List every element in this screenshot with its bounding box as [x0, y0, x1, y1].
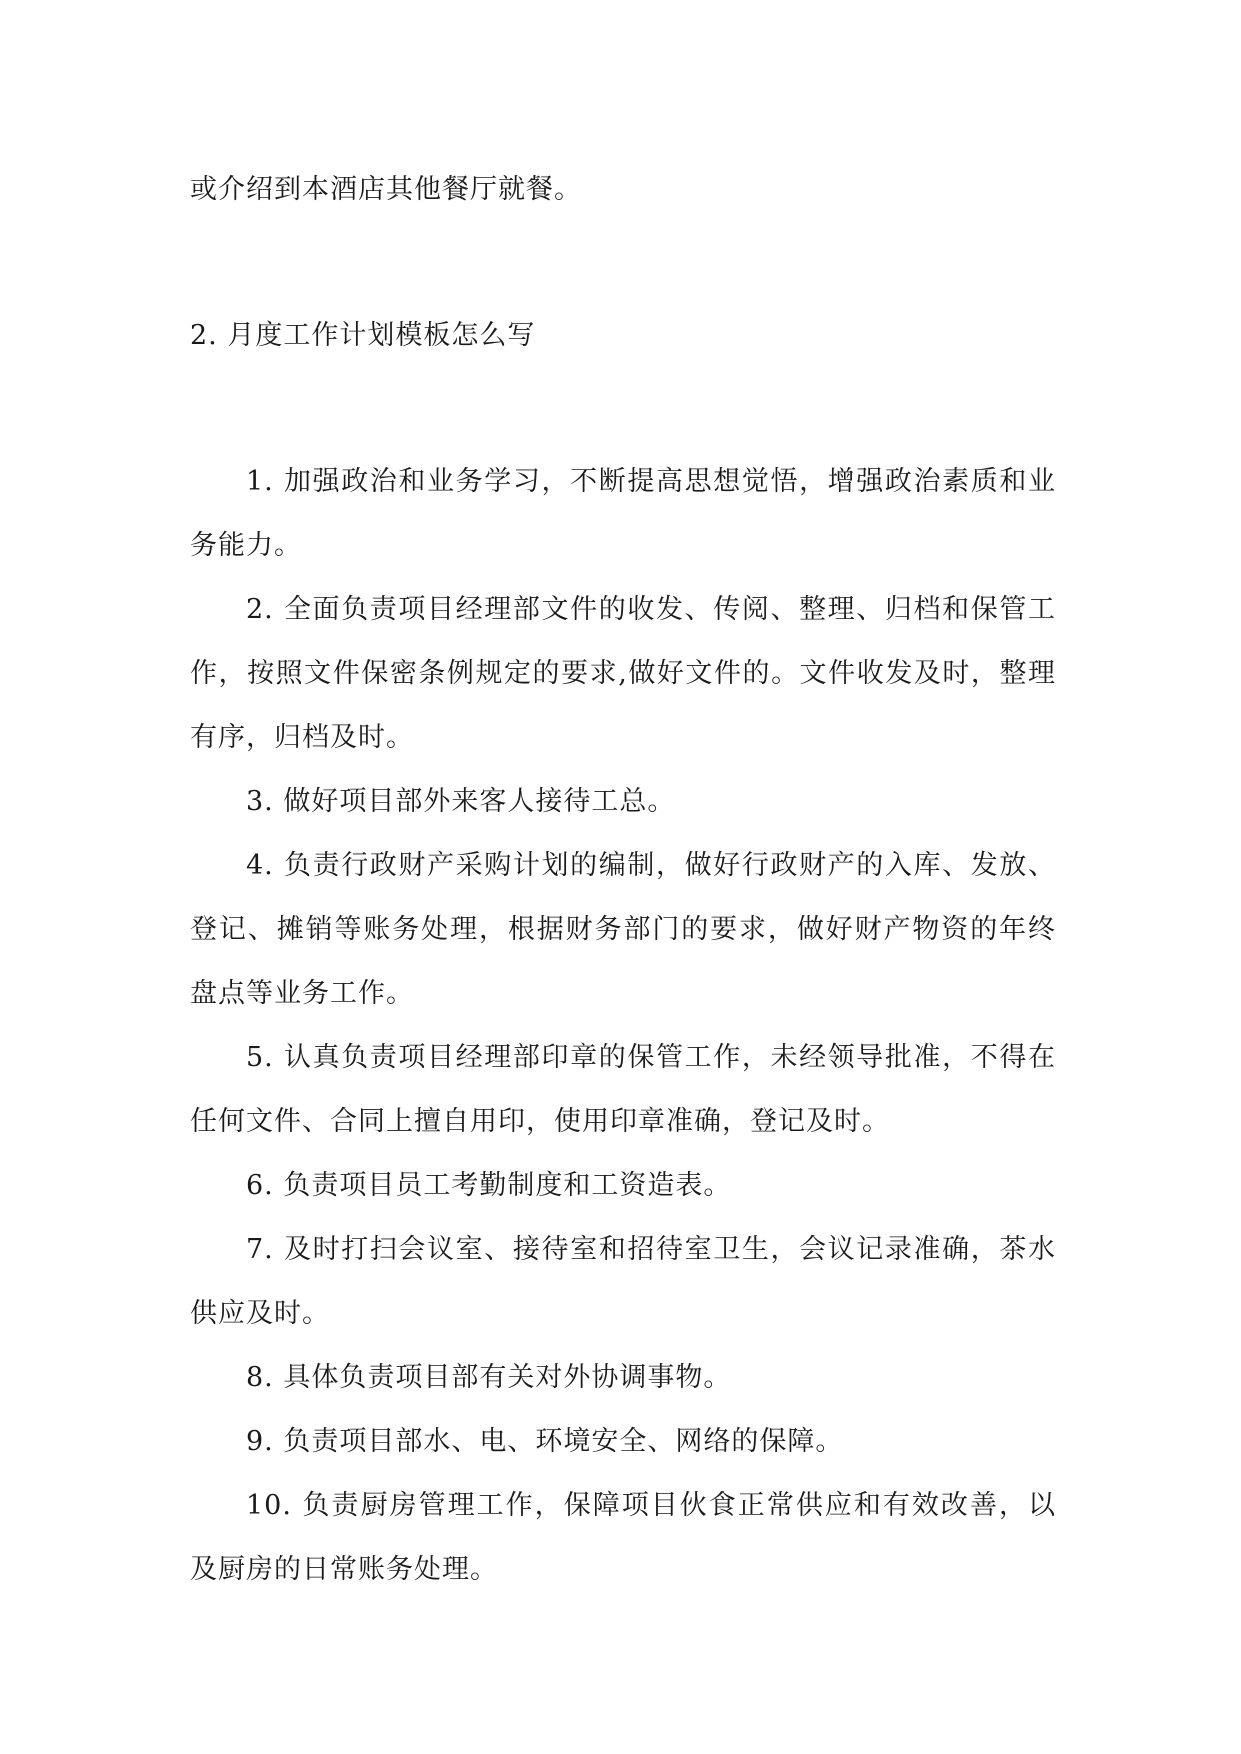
document-body — [190, 158, 1056, 1602]
list-item: 4. 负责行政财产采购计划的编制，做好行政财产的入库、发放、登记、摊销等账务处理，根据财务部门的要求，做好财产物资的年终盘点等业务工作。 — [190, 850, 1056, 1009]
spacer — [190, 222, 1056, 304]
list-item: 8. 具体负责项目部有关对外协调事物。 — [246, 1362, 732, 1393]
list-item: 5. 认真负责项目经理部印章的保管工作，未经领导批准，不得在任何文件、合同上擅自用印，使用印章准确，登记及时。 — [190, 1042, 1056, 1137]
list-item: 3. 做好项目部外来客人接待工总。 — [246, 786, 676, 817]
list-item: 6. 负责项目员工考勤制度和工资造表。 — [246, 1170, 732, 1201]
list-item: 2. 全面负责项目经理部文件的收发、传阅、整理、归档和保管工作，按照文件保密条例规定的要求,做好文件的。文件收发及时，整理有序，归档及时。 — [190, 594, 1056, 753]
list-item: 9. 负责项目部水、电、环境安全、网络的保障。 — [246, 1426, 844, 1457]
list-item: 7. 及时打扫会议室、接待室和招待室卫生，会议记录准确，茶水供应及时。 — [190, 1234, 1056, 1329]
list-item: 10. 负责厨房管理工作，保障项目伙食正常供应和有效改善，以及厨房的日常账务处理。 — [190, 1490, 1056, 1585]
section-heading: 2. 月度工作计划模板怎么写 — [190, 320, 536, 351]
continuation-text: 或介绍到本酒店其他餐厅就餐。 — [190, 174, 582, 205]
spacer — [190, 368, 1056, 450]
list-item: 1. 加强政治和业务学习，不断提高思想觉悟，增强政治素质和业务能力。 — [190, 466, 1056, 561]
